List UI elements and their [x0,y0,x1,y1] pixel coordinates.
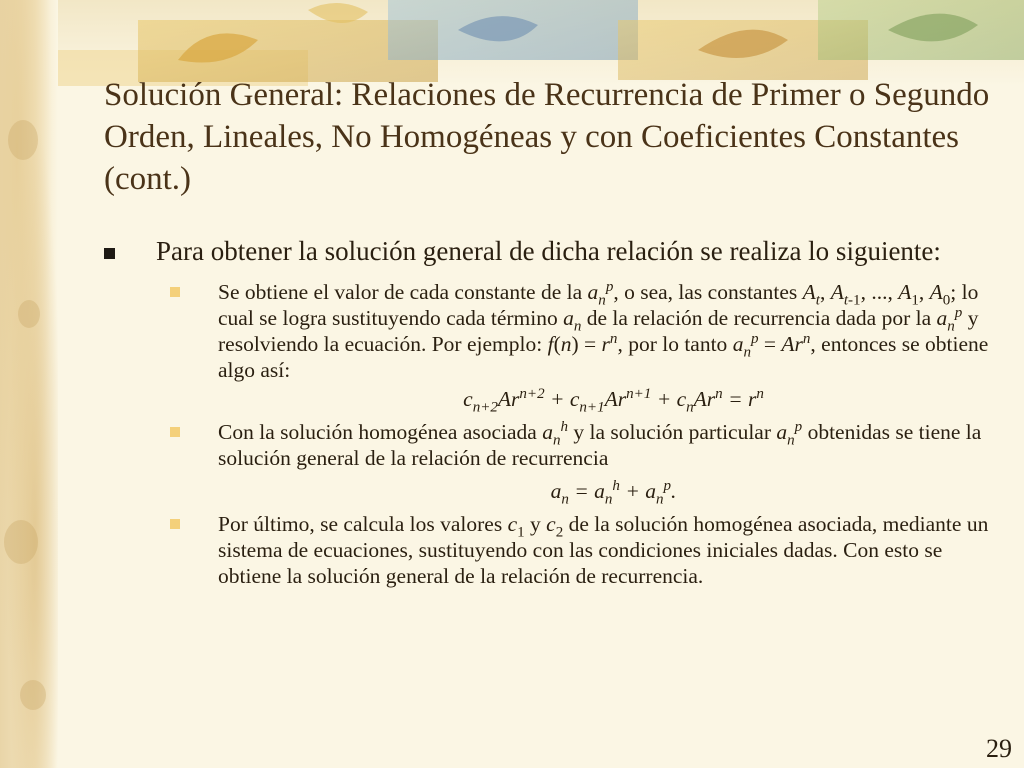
stain [20,680,46,710]
square-bullet-icon [170,427,180,437]
stain [18,300,40,328]
square-bullet-icon [170,519,180,529]
bullet-text: Para obtener la solución general de dicha relación se realiza lo siguiente: [156,236,941,266]
slide-content [104,236,1009,589]
bullet-level1 [104,236,1009,267]
stain [8,120,38,160]
bullet-level2-constants: Se obtiene el valor de cada constante de la $a_n^p$, o sea, las constantes $A_t$, $A_{t-1}$, ..., $A_1$, $A_0$; lo cual se logra sustituyendo cada término $a_n$ de la relación de recurrencia dada por la $a_n^p$ y resolviendo la ecuación. Por ejemplo: $f(n) = r^n$, por lo tanto $a_n^p = Ar^n$, entonces se obtiene algo así: [104,279,1009,383]
page-number: 29 [986,734,1012,763]
formula-particular-substitution: $c_{n+2}Ar^{n+2} + c_{n+1}Ar^{n+1} + c_nAr^n = r^n$ [463,385,764,416]
left-decorative-strip [0,0,58,768]
formula-general-solution: $a_n = a_n^h + a_n^p$. [550,477,677,508]
bullet-level2-homogeneous: Con la solución homogénea asociada $a_n^h$ y la solución particular $a_n^p$ obtenidas se tiene la solución general de la relación de recurrencia [104,419,1009,471]
bullet-level2-final: Por último, se calcula los valores $c_1$ y $c_2$ de la solución homogénea asociada, mediante un sistema de ecuaciones, sustituyendo con las condiciones iniciales dadas. Con esto se obtiene la solución general de la relación de recurrencia. [104,511,1009,589]
square-bullet-icon [104,248,115,259]
square-bullet-icon [170,287,180,297]
stain [4,520,38,564]
slide-title: Solución General: Relaciones de Recurrencia de Primer o Segundo Orden, Lineales, No Homogéneas y con Coeficientes Constantes (cont.) [104,77,990,197]
